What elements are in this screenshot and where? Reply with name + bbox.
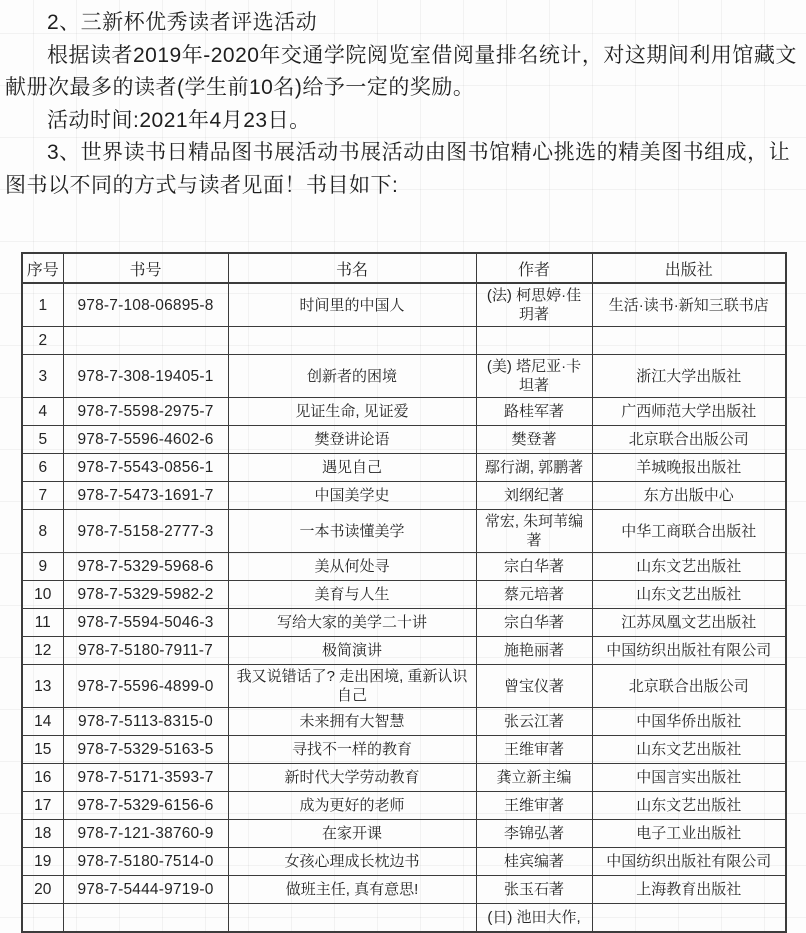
cell-index: 14 [22, 708, 63, 736]
cell-author: (日) 池田大作, [476, 904, 592, 933]
cell-title: 遇见自己 [228, 454, 476, 482]
cell-isbn: 978-7-5329-5982-2 [63, 581, 228, 609]
cell-index: 9 [22, 553, 63, 581]
cell-title: 成为更好的老师 [228, 792, 476, 820]
cell-index: 19 [22, 848, 63, 876]
cell-author: 张玉石著 [476, 876, 592, 904]
intro-paragraph: 根据读者2019年-2020年交通学院阅览室借阅量排名统计，对这期间利用馆藏文献册次最多的读者(学生前10名)给予一定的奖励。 [5, 43, 797, 99]
cell-publisher: 北京联合出版公司 [592, 665, 786, 708]
cell-title: 时间里的中国人 [228, 283, 476, 327]
cell-author: 李锦弘著 [476, 820, 592, 848]
cell-publisher: 浙江大学出版社 [592, 355, 786, 398]
cell-author: 龚立新主编 [476, 764, 592, 792]
cell-index: 13 [22, 665, 63, 708]
intro-paragraph: 活动时间:2021年4月23日。 [47, 108, 311, 132]
table-row [22, 581, 786, 609]
col-header-title: 书名 [228, 253, 476, 283]
cell-isbn: 978-7-5180-7911-7 [63, 637, 228, 665]
cell-isbn: 978-7-5598-2975-7 [63, 398, 228, 426]
cell-index: 4 [22, 398, 63, 426]
cell-author [476, 327, 592, 355]
cell-publisher: 羊城晚报出版社 [592, 454, 786, 482]
cell-publisher [592, 327, 786, 355]
cell-isbn: 978-7-121-38760-9 [63, 820, 228, 848]
cell-index: 17 [22, 792, 63, 820]
cell-publisher: 中华工商联合出版社 [592, 510, 786, 553]
cell-author: 刘纲纪著 [476, 482, 592, 510]
cell-author: (法) 柯思婷·佳玥著 [476, 283, 592, 327]
cell-title: 极简演讲 [228, 637, 476, 665]
cell-author: 鄢行湖, 郭鹏著 [476, 454, 592, 482]
table-row [22, 482, 786, 510]
book-table-body [22, 283, 786, 932]
cell-author: (美) 塔尼亚·卡坦著 [476, 355, 592, 398]
cell-isbn: 978-7-5473-1691-7 [63, 482, 228, 510]
cell-author: 王维审著 [476, 792, 592, 820]
cell-author: 蔡元培著 [476, 581, 592, 609]
cell-isbn: 978-7-5180-7514-0 [63, 848, 228, 876]
cell-title: 做班主任, 真有意思! [228, 876, 476, 904]
cell-title: 美从何处寻 [228, 553, 476, 581]
intro-paragraph: 2、三新杯优秀读者评选活动 [47, 11, 318, 34]
cell-publisher: 江苏凤凰文艺出版社 [592, 609, 786, 637]
table-row [22, 355, 786, 398]
table-row [22, 764, 786, 792]
cell-index: 1 [22, 283, 63, 327]
cell-title: 新时代大学劳动教育 [228, 764, 476, 792]
cell-index: 8 [22, 510, 63, 553]
cell-title: 我又说错话了? 走出困境, 重新认识自己 [228, 665, 476, 708]
table-header-row [22, 253, 786, 283]
cell-title: 樊登讲论语 [228, 426, 476, 454]
cell-index: 15 [22, 736, 63, 764]
table-row [22, 426, 786, 454]
cell-isbn: 978-7-5596-4899-0 [63, 665, 228, 708]
cell-isbn: 978-7-5158-2777-3 [63, 510, 228, 553]
cell-isbn: 978-7-308-19405-1 [63, 355, 228, 398]
cell-index: 10 [22, 581, 63, 609]
book-list-table [21, 252, 787, 933]
table-row [22, 904, 786, 933]
table-row [22, 283, 786, 327]
cell-title: 写给大家的美学二十讲 [228, 609, 476, 637]
cell-publisher: 中国华侨出版社 [592, 708, 786, 736]
cell-isbn: 978-7-5329-5968-6 [63, 553, 228, 581]
cell-isbn: 978-7-5113-8315-0 [63, 708, 228, 736]
cell-publisher: 山东文艺出版社 [592, 792, 786, 820]
cell-title: 寻找不一样的教育 [228, 736, 476, 764]
cell-index: 7 [22, 482, 63, 510]
table-row [22, 792, 786, 820]
cell-isbn: 978-7-5329-5163-5 [63, 736, 228, 764]
cell-index: 6 [22, 454, 63, 482]
cell-title: 一本书读懂美学 [228, 510, 476, 553]
cell-title: 在家开课 [228, 820, 476, 848]
cell-author: 施艳丽著 [476, 637, 592, 665]
cell-publisher: 中国纺织出版社有限公司 [592, 637, 786, 665]
table-row [22, 820, 786, 848]
cell-index: 5 [22, 426, 63, 454]
table-row [22, 876, 786, 904]
cell-author: 王维审著 [476, 736, 592, 764]
cell-author: 宗白华著 [476, 553, 592, 581]
cell-title [228, 327, 476, 355]
cell-author: 路桂军著 [476, 398, 592, 426]
cell-isbn: 978-7-5444-9719-0 [63, 876, 228, 904]
table-row [22, 510, 786, 553]
cell-title: 中国美学史 [228, 482, 476, 510]
cell-publisher: 山东文艺出版社 [592, 581, 786, 609]
table-row [22, 327, 786, 355]
cell-publisher: 山东文艺出版社 [592, 736, 786, 764]
cell-author: 宗白华著 [476, 609, 592, 637]
cell-title: 美育与人生 [228, 581, 476, 609]
cell-isbn: 978-7-5329-6156-6 [63, 792, 228, 820]
cell-author: 樊登著 [476, 426, 592, 454]
cell-isbn: 978-7-5596-4602-6 [63, 426, 228, 454]
cell-isbn: 978-7-5171-3593-7 [63, 764, 228, 792]
col-header-publisher: 出版社 [592, 253, 786, 283]
cell-isbn: 978-7-108-06895-8 [63, 283, 228, 327]
cell-publisher: 山东文艺出版社 [592, 553, 786, 581]
cell-publisher: 上海教育出版社 [592, 876, 786, 904]
cell-title: 女孩心理成长枕边书 [228, 848, 476, 876]
intro-text [0, 0, 806, 202]
cell-publisher: 中国纺织出版社有限公司 [592, 848, 786, 876]
cell-title: 见证生命, 见证爱 [228, 398, 476, 426]
cell-index: 3 [22, 355, 63, 398]
table-row [22, 665, 786, 708]
table-row [22, 848, 786, 876]
cell-index: 20 [22, 876, 63, 904]
cell-index: 12 [22, 637, 63, 665]
cell-author: 常宏, 朱珂苇编著 [476, 510, 592, 553]
cell-author: 桂宾编著 [476, 848, 592, 876]
cell-isbn: 978-7-5543-0856-1 [63, 454, 228, 482]
cell-publisher: 电子工业出版社 [592, 820, 786, 848]
table-row [22, 398, 786, 426]
cell-isbn: 978-7-5594-5046-3 [63, 609, 228, 637]
cell-title [228, 904, 476, 933]
table-row [22, 553, 786, 581]
cell-index [22, 904, 63, 933]
cell-index: 2 [22, 327, 63, 355]
cell-index: 16 [22, 764, 63, 792]
table-row [22, 736, 786, 764]
cell-index: 18 [22, 820, 63, 848]
cell-publisher [592, 904, 786, 933]
col-header-index: 序号 [22, 253, 63, 283]
col-header-author: 作者 [476, 253, 592, 283]
cell-index: 11 [22, 609, 63, 637]
cell-publisher: 东方出版中心 [592, 482, 786, 510]
cell-author: 曾宝仪著 [476, 665, 592, 708]
cell-publisher: 中国言实出版社 [592, 764, 786, 792]
intro-paragraph: 3、世界读书日精品图书展活动书展活动由图书馆精心挑选的精美图书组成，让图书以不同的方式与读者见面！书目如下: [5, 141, 791, 197]
cell-publisher: 北京联合出版公司 [592, 426, 786, 454]
cell-isbn [63, 327, 228, 355]
cell-author: 张云江著 [476, 708, 592, 736]
cell-publisher: 生活·读书·新知三联书店 [592, 283, 786, 327]
table-row [22, 637, 786, 665]
table-row [22, 454, 786, 482]
cell-isbn [63, 904, 228, 933]
cell-title: 创新者的困境 [228, 355, 476, 398]
table-row [22, 609, 786, 637]
table-row [22, 708, 786, 736]
cell-title: 未来拥有大智慧 [228, 708, 476, 736]
cell-publisher: 广西师范大学出版社 [592, 398, 786, 426]
col-header-isbn: 书号 [63, 253, 228, 283]
